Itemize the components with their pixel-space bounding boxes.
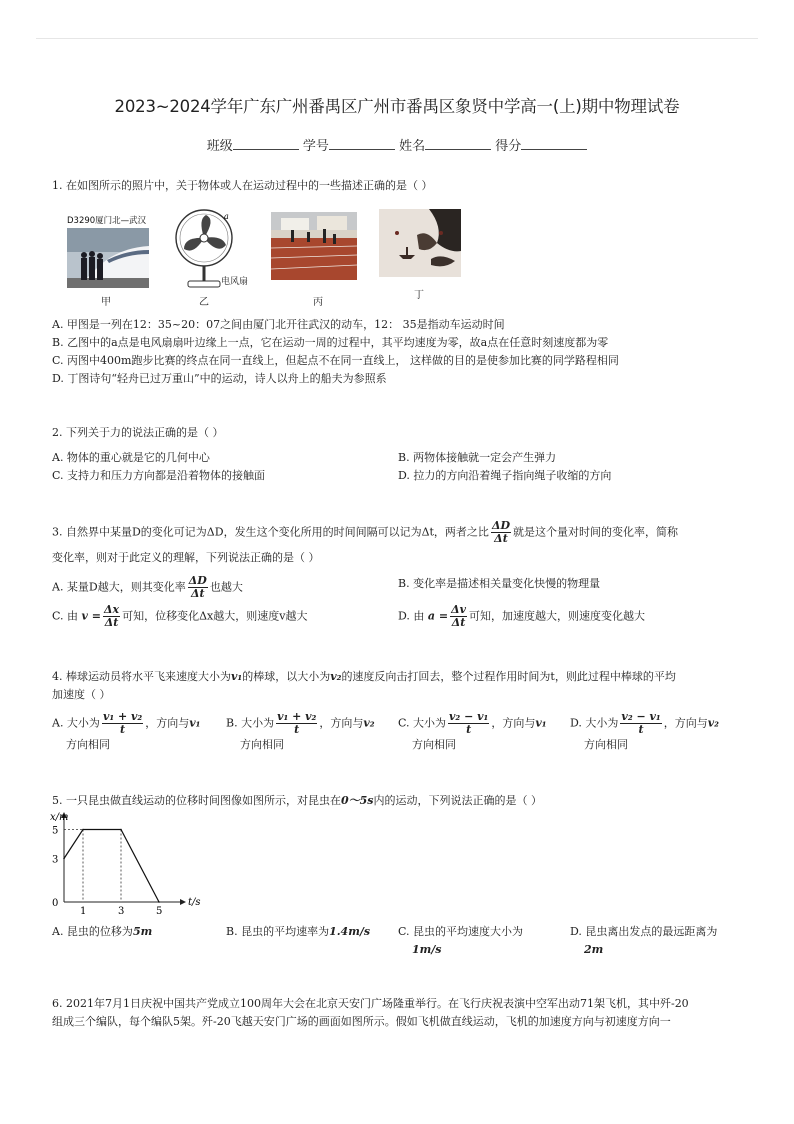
q3-option-c-text: C. 由 bbox=[52, 609, 79, 623]
label-yi: 乙 bbox=[199, 297, 209, 308]
q3-option-c[interactable] bbox=[52, 604, 307, 629]
q6-line2: 组成三个编队，每个编队5架。歼-20飞越天安门广场的画面如图所示。假如飞机做直线运动，飞机的加速度方向与初速度方向一 bbox=[52, 1015, 671, 1028]
origin-label: 0 bbox=[52, 898, 59, 909]
frac-denominator: Δt bbox=[104, 616, 119, 629]
q2-option-a[interactable]: A. 物体的重心就是它的几何中心 bbox=[52, 451, 210, 464]
xt-data-point bbox=[63, 858, 65, 860]
q3-option-d-text: D. 由 bbox=[398, 609, 425, 623]
track-image bbox=[271, 212, 357, 280]
a-symbol: a = bbox=[427, 609, 449, 623]
q5-stem-a: 5. 一只昆虫做直线运动的位移时间图像如图所示，对昆虫在 bbox=[52, 794, 341, 807]
q3-option-a-text: A. 某量D越大，则其变化率 bbox=[52, 580, 186, 594]
svg-text:a: a bbox=[224, 212, 229, 221]
frac-denominator: Δt bbox=[494, 532, 508, 545]
q5-option-b[interactable] bbox=[226, 923, 370, 941]
q5-option-c-text: C. 昆虫的平均速度大小为 bbox=[398, 925, 524, 938]
q5-option-b-text: B. 昆虫的平均速率为 bbox=[226, 925, 330, 938]
frac-numerator: Δx bbox=[103, 603, 120, 616]
v2-symbol: v₂ bbox=[707, 716, 719, 730]
q3-option-c-fraction bbox=[103, 604, 120, 629]
q4-option-a-fraction bbox=[102, 711, 143, 736]
page-title: 2023~2024学年广东广州番禺区广州市番禺区象贤中学高一(上)期中物理试卷 bbox=[114, 97, 680, 116]
train-photo bbox=[67, 214, 149, 288]
q4-option-a-text: A. 大小为 bbox=[52, 716, 100, 730]
v2-symbol: v₂ bbox=[330, 670, 342, 683]
q3-stem-c: 变化率，则对于此定义的理解，下列说法正确的是（ ） bbox=[52, 551, 320, 564]
q4-option-d[interactable] bbox=[570, 711, 719, 754]
x-tick-label: 1 bbox=[80, 906, 87, 917]
frac-denominator: Δt bbox=[451, 616, 466, 629]
q3-option-a-tail: 也越大 bbox=[209, 580, 243, 594]
q2-option-d[interactable]: D. 拉力的方向沿着绳子指向绳子收缩的方向 bbox=[398, 469, 612, 482]
v1-symbol: v₁ bbox=[189, 716, 201, 730]
y-axis-label: x/m bbox=[50, 812, 69, 823]
frac-numerator: ΔD bbox=[188, 574, 207, 587]
q2-stem: 2. 下列关于力的说法正确的是（ ） bbox=[52, 426, 224, 439]
q2-option-c[interactable]: C. 支持力和压力方向都是沿着物体的接触面 bbox=[52, 469, 266, 482]
frac-numerator: v₁ + v₂ bbox=[277, 710, 317, 723]
v1-symbol: v₁ bbox=[231, 670, 243, 683]
q2-option-b[interactable]: B. 两物体接触就一定会产生弹力 bbox=[398, 451, 557, 464]
direction-text: ，方向与 bbox=[319, 716, 364, 730]
q1-option-d[interactable]: D. 丁图诗句“轻舟已过万重山”中的运动，诗人以舟上的船夫为参照系 bbox=[52, 372, 387, 385]
q1-option-b[interactable]: B. 乙图中的a点是电风扇扇叶边缘上一点，它在运动一周的过程中，其平均速度为零，故a点在任意时刻速度都为零 bbox=[52, 336, 609, 349]
q6-line1: 6. 2021年7月1日庆祝中国共产党成立100周年大会在北京天安门广场隆重举行。在飞行庆祝表演中空军出动71架飞机，其中歼-20 bbox=[52, 997, 689, 1010]
q5-option-a-text: A. 昆虫的位移为 bbox=[52, 925, 133, 938]
xt-data-point bbox=[82, 829, 84, 831]
q5-option-b-value: 1.4m/s bbox=[329, 925, 371, 938]
q4-option-a[interactable] bbox=[52, 711, 200, 754]
top-divider bbox=[36, 38, 758, 39]
frac-denominator: t bbox=[638, 723, 644, 736]
q4-stem-line1 bbox=[52, 668, 676, 686]
q4-option-c-fraction bbox=[448, 711, 489, 736]
q3-option-a-fraction bbox=[188, 575, 208, 600]
student-info-line bbox=[0, 135, 794, 154]
q5-range: 0～5s bbox=[341, 794, 374, 807]
q3-option-d[interactable] bbox=[398, 604, 645, 629]
painting-image bbox=[379, 209, 461, 277]
label-jia: 甲 bbox=[101, 297, 111, 308]
q5-option-a-value: 5m bbox=[132, 925, 153, 938]
class-label: 班级 bbox=[206, 139, 233, 154]
q5-stem-b: 内的运动，下列说法正确的是（ ） bbox=[373, 794, 543, 807]
direction-text: ，方向与 bbox=[663, 716, 708, 730]
frac-numerator: ΔD bbox=[491, 519, 511, 532]
q4-option-c-text: C. 大小为 bbox=[398, 716, 447, 730]
x-axis-arrow bbox=[180, 899, 186, 905]
frac-denominator: t bbox=[120, 723, 126, 736]
frac-numerator: Δv bbox=[451, 603, 467, 616]
train-photo-label: D3290厦门北—武汉 bbox=[67, 216, 147, 226]
same-direction-text: 方向相同 bbox=[412, 738, 456, 751]
q1-option-a[interactable]: A. 甲图是一列在12：35~20：07之间由厦门北开往武汉的动车，12： 35是指动车运动时间 bbox=[52, 318, 505, 331]
frac-denominator: Δt bbox=[190, 587, 205, 600]
frac-denominator: t bbox=[294, 723, 300, 736]
q4-option-b-fraction bbox=[276, 711, 317, 736]
q3-option-b[interactable]: B. 变化率是描述相关量变化快慢的物理量 bbox=[398, 577, 601, 590]
q4-option-b-text: B. 大小为 bbox=[226, 716, 275, 730]
y-tick-label: 3 bbox=[52, 854, 59, 866]
q5-option-d[interactable] bbox=[570, 923, 717, 959]
name-label: 姓名 bbox=[399, 139, 426, 154]
v2-symbol: v₂ bbox=[363, 716, 375, 730]
q1-option-c[interactable]: C. 丙图中400m跑步比赛的终点在同一直线上，但起点不在同一直线上， 这样做的目的是使参加比赛的同学路程相同 bbox=[52, 354, 619, 367]
fan-label: 电风扇 bbox=[221, 277, 249, 287]
q4-option-d-text: D. 大小为 bbox=[570, 716, 619, 730]
q3-stem-a: 3. 自然界中某量D的变化可记为ΔD，发生这个变化所用的时间间隔可以记为Δt，两者之比 bbox=[52, 525, 489, 539]
same-direction-text: 方向相同 bbox=[584, 738, 628, 751]
q3-stem-fraction bbox=[491, 520, 511, 545]
score-blank[interactable] bbox=[521, 137, 587, 150]
number-blank[interactable] bbox=[329, 137, 395, 150]
frac-numerator: v₂ − v₁ bbox=[621, 710, 661, 723]
same-direction-text: 方向相同 bbox=[240, 738, 284, 751]
q3-option-a[interactable] bbox=[52, 575, 243, 600]
q4-option-c[interactable] bbox=[398, 711, 547, 754]
same-direction-text: 方向相同 bbox=[66, 738, 110, 751]
x-axis-label: t/s bbox=[188, 897, 201, 908]
q5-option-c[interactable] bbox=[398, 923, 523, 959]
xt-graph bbox=[46, 808, 201, 917]
direction-text: ，方向与 bbox=[145, 716, 190, 730]
name-blank[interactable] bbox=[425, 137, 491, 150]
v1-symbol: v₁ bbox=[535, 716, 547, 730]
q4-stem-c: 的速度反向击打回去，整个过程作用时间为t，则此过程中棒球的平均 bbox=[341, 670, 676, 683]
frac-denominator: t bbox=[466, 723, 472, 736]
xt-data-point bbox=[120, 829, 122, 831]
q1-stem: 1. 在如图所示的照片中，关于物体或人在运动过程中的一些描述正确的是（ ） bbox=[52, 179, 433, 192]
xt-data-point bbox=[158, 901, 160, 903]
class-blank[interactable] bbox=[233, 137, 299, 150]
q3-option-d-tail: 可知，加速度越大，则速度变化越大 bbox=[469, 609, 646, 623]
frac-numerator: v₂ − v₁ bbox=[449, 710, 489, 723]
q3-stem-b: 就是这个量对时间的变化率，简称 bbox=[513, 525, 679, 539]
score-label: 得分 bbox=[495, 139, 522, 154]
xt-series-line bbox=[64, 830, 159, 903]
q5-option-d-text: D. 昆虫离出发点的最远距离为 bbox=[570, 925, 718, 938]
q4-option-b[interactable] bbox=[226, 711, 375, 754]
q4-stem-b: 的棒球，以大小为 bbox=[242, 670, 331, 683]
direction-text: ，方向与 bbox=[491, 716, 536, 730]
x-tick-label: 5 bbox=[156, 906, 163, 917]
q3-option-d-fraction bbox=[450, 604, 467, 629]
q5-option-a[interactable] bbox=[52, 923, 152, 941]
frac-numerator: v₁ + v₂ bbox=[102, 710, 143, 723]
q4-stem-a: 4. 棒球运动员将水平飞来速度大小为 bbox=[52, 670, 231, 683]
label-ding: 丁 bbox=[414, 290, 424, 301]
v-symbol: v = bbox=[81, 609, 101, 623]
label-bing: 丙 bbox=[313, 297, 323, 308]
y-tick-label: 5 bbox=[52, 825, 59, 837]
q4-option-d-fraction bbox=[620, 711, 661, 736]
x-tick-label: 3 bbox=[118, 906, 125, 917]
q4-stem-d: 加速度（ ） bbox=[52, 688, 111, 701]
q5-option-c-value: 1m/s bbox=[412, 943, 442, 956]
q3-stem-line1 bbox=[52, 520, 678, 545]
q5-option-d-value: 2m bbox=[584, 943, 604, 956]
q3-option-c-tail: 可知，位移变化Δx越大，则速度v越大 bbox=[122, 609, 308, 623]
train-image bbox=[67, 228, 149, 288]
number-label: 学号 bbox=[302, 139, 329, 154]
